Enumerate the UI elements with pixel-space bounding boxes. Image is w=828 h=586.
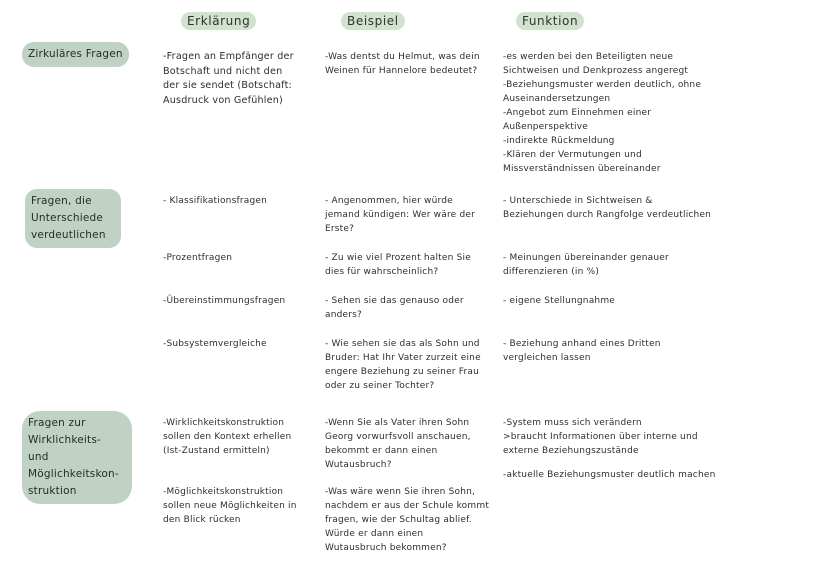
differences-example-4: - Wie sehen sie das als Sohn und Bruder: Hat Ihr Vater zurzeit eine engere Beziehung zu seiner Frau oder zu seiner Tochter? [325, 339, 481, 391]
circular-example: -Was dentst du Helmut, was dein Weinen für Hannelore bedeutet? [325, 52, 480, 76]
header-function: Funktion [516, 12, 584, 30]
differences-explanation-2: -Prozentfragen [163, 253, 233, 263]
differences-explanation-4: -Subsystemvergleiche [163, 339, 267, 349]
reality-example-2: -Was wäre wenn Sie ihren Sohn, nachdem er aus der Schule kommt fragen, wie der Schultag ablief. Würde er dann einen Wutausbruch bekommen? [325, 487, 490, 553]
differences-example-2: - Zu wie viel Prozent halten Sie dies für wahrscheinlich? [325, 253, 471, 277]
circular-function: -es werden bei den Beteiligten neue Sichtweisen und Denkprozess angeregt -Beziehungsmuster werden deutlich, ohne Auseinandersetzungen -Angebot zum Einnehmen einer Außenperspektive -indirekte Rückmeldung -Klären der Vermutungen und Missverständnissen übereinander [503, 52, 702, 174]
differences-explanation-3: -Übereinstimmungsfragen [163, 296, 286, 306]
differences-example-3: - Sehen sie das genauso oder anders? [325, 296, 464, 320]
reality-function-1: -System muss sich verändern >braucht Informationen über interne und externe Beziehungszustände [503, 418, 698, 456]
reality-function-2: -aktuelle Beziehungsmuster deutlich machen [503, 470, 716, 480]
circular-explanation: -Fragen an Empfänger der Botschaft und nicht den der sie sendet (Botschaft: Ausdruck von Gefühlen) [163, 51, 294, 106]
category-difference-questions: Fragen, die Unterschiede verdeutlichen [25, 189, 121, 248]
reality-explanation-1: -Wirklichkeitskonstruktion sollen den Kontext erhellen (Ist-Zustand ermitteln) [163, 418, 292, 456]
differences-function-1: - Unterschiede in Sichtweisen & Beziehungen durch Rangfolge verdeutlichen [503, 196, 712, 220]
differences-explanation-1: - Klassifikationsfragen [163, 196, 268, 206]
reality-example-1: -Wenn Sie als Vater ihren Sohn Georg vorwurfsvoll anschauen, bekommt er dann einen Wutausbruch? [325, 418, 471, 470]
differences-function-3: - eigene Stellungnahme [503, 296, 616, 306]
header-example: Beispiel [341, 12, 405, 30]
category-reality-possibility-questions: Fragen zur Wirklichkeits- und Möglichkeitskon- struktion [22, 411, 132, 504]
header-explanation: Erklärung [181, 12, 256, 30]
differences-function-4: - Beziehung anhand eines Dritten vergleichen lassen [503, 339, 661, 363]
category-circular-questions: Zirkuläres Fragen [22, 42, 129, 67]
differences-example-1: - Angenommen, hier würde jemand kündigen: Wer wäre der Erste? [325, 196, 475, 234]
reality-explanation-2: -Möglichkeitskonstruktion sollen neue Möglichkeiten in den Blick rücken [163, 487, 297, 525]
differences-function-2: - Meinungen übereinander genauer differenzieren (in %) [503, 253, 669, 277]
